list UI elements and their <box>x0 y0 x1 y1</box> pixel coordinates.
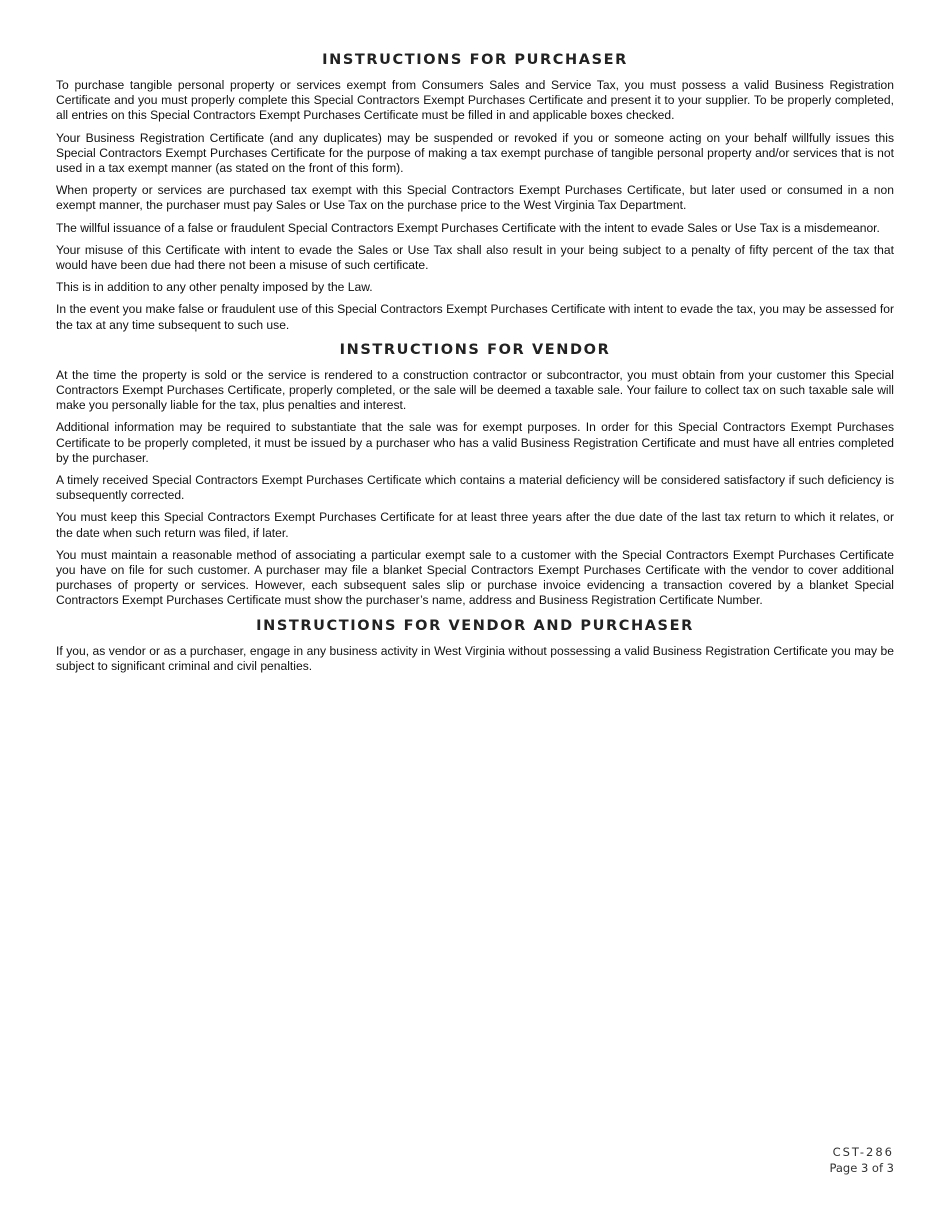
section-title-vendor: INSTRUCTIONS FOR VENDOR <box>339 341 611 358</box>
section-title-vendor-and-purchaser: INSTRUCTIONS FOR VENDOR AND PURCHASER <box>256 617 694 634</box>
paragraph: The willful issuance of a false or fraudulent Special Contractors Exempt Purchases Certificate with the intent to evade Sales or Use Tax is a misdemeanor. <box>56 220 880 235</box>
page-footer <box>829 1145 894 1176</box>
page-number: Page 3 of 3 <box>829 1160 894 1175</box>
paragraph: You must keep this Special Contractors Exempt Purchases Certificate for at least three years after the due date of the last tax return to which it relates, or the date when such return was filed, if later. <box>56 510 894 540</box>
paragraph: Your misuse of this Certificate with intent to evade the Sales or Use Tax shall also result in your being subject to a penalty of fifty percent of the tax that would have been due had there not been a misuse of such certificate. <box>56 242 894 273</box>
form-number: CST-286 <box>832 1145 894 1159</box>
paragraph: Additional information may be required to substantiate that the sale was for exempt purposes. In order for this Special Contractors Exempt Purchases Certificate to be properly completed, it must be issued by a purchaser who has a valid Business Registration Certificate and must have all entries completed by the purchaser. <box>56 420 894 465</box>
paragraph: In the event you make false or fraudulent use of this Special Contractors Exempt Purchases Certificate with intent to evade the tax, you may be assessed for the tax at any time subsequent to such use. <box>56 302 894 332</box>
vendor-and-purchaser-section <box>56 616 894 674</box>
paragraph: This is in addition to any other penalty imposed by the Law. <box>56 280 373 295</box>
paragraph: Your Business Registration Certificate (and any duplicates) may be suspended or revoked if you or someone acting on your behalf willfully issues this Special Contractors Exempt Purchases Certificate for the purpose of making a tax exempt purchase of tangible personal property and/or services that is not used in a tax exempt manner (as stated on the front of this form). <box>56 130 894 176</box>
paragraph: To purchase tangible personal property or services exempt from Consumers Sales and Service Tax, you must possess a valid Business Registration Certificate and you must properly complete this Special Contractors Exempt Purchases Certificate and present it to your supplier. To be properly completed, all entries on this Special Contractors Exempt Purchases Certificate must be filled in and applicable boxes checked. <box>56 78 894 123</box>
paragraph: If you, as vendor or as a purchaser, engage in any business activity in West Virginia without possessing a valid Business Registration Certificate you may be subject to significant criminal and civil penalties. <box>56 643 894 673</box>
paragraph: A timely received Special Contractors Exempt Purchases Certificate which contains a material deficiency will be considered satisfactory if such deficiency is subsequently corrected. <box>56 473 894 503</box>
document-page <box>56 50 894 681</box>
paragraph: You must maintain a reasonable method of associating a particular exempt sale to a customer with the Special Contractors Exempt Purchases Certificate you have on file for such customer. A purchaser may file a blanket Special Contractors Exempt Purchases Certificate with the vendor to cover additional purchases of property or services. However, each subsequent sales slip or purchase invoice evidencing a transaction covered by a blanket Special Contractors Exempt Purchases Certificate must show the purchaser’s name, address and Business Registration Certificate Number. <box>56 547 894 608</box>
purchaser-section <box>56 50 894 333</box>
paragraph: At the time the property is sold or the service is rendered to a construction contractor or subcontractor, you must obtain from your customer this Special Contractors Exempt Purchases Certificate, properly completed, or the sale will be deemed a taxable sale. Your failure to collect tax on such taxable sale will make you personally liable for the tax, plus penalties and interest. <box>56 367 894 413</box>
vendor-section <box>56 340 894 609</box>
section-title-purchaser: INSTRUCTIONS FOR PURCHASER <box>322 52 628 68</box>
paragraph: When property or services are purchased tax exempt with this Special Contractors Exempt Purchases Certificate, but later used or consumed in a non exempt manner, the purchaser must pay Sales or Use Tax on the purchase price to the West Virginia Tax Department. <box>56 183 894 213</box>
